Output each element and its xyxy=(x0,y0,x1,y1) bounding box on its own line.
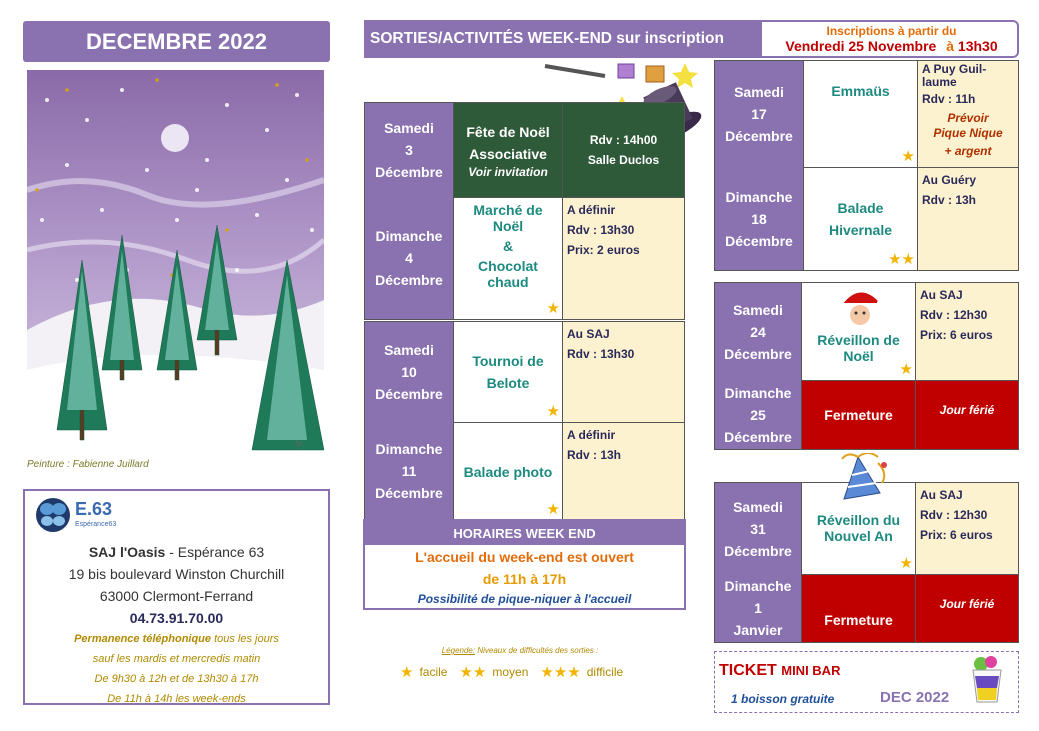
contact-address1: 19 bis boulevard Winston Churchill xyxy=(68,566,285,582)
ticket-box xyxy=(714,651,1019,713)
week1-sun-activity1: Marché de Noël xyxy=(473,202,543,234)
week4-sun-activity-cell xyxy=(801,380,915,449)
week4-sat-info2: Rdv : 12h30 xyxy=(920,308,988,322)
ticket-subtitle: 1 boisson gratuite xyxy=(731,692,835,706)
week4-sun-info: Jour férié xyxy=(939,403,995,417)
winter-forest-illustration xyxy=(27,70,324,454)
week3-sat-day: Samedi 17 Décembre xyxy=(725,84,793,144)
week5-sat-activity-cell xyxy=(801,483,915,574)
legend-items xyxy=(400,663,640,681)
week3-sat-activity-cell xyxy=(803,61,917,167)
week3-sat-activity: Emmaüs xyxy=(831,83,890,99)
perm-line2: sauf les mardis et mercredis matin xyxy=(92,653,261,665)
week4-sat-label xyxy=(715,283,801,380)
perm-line4: De 11h à 14h les week-ends xyxy=(107,693,246,705)
week5-sun-day: Dimanche 1 Janvier xyxy=(724,578,792,638)
week2-sun-activity: Balade photo xyxy=(463,463,553,480)
horaires-line2: de 11h à 17h xyxy=(482,571,567,587)
week3-sat-info2: Rdv : 11h xyxy=(922,92,976,106)
week1-sun-info1: A définir xyxy=(567,203,616,217)
sorties-title-box xyxy=(364,20,762,58)
week3-sat-info4: Pique Nique xyxy=(933,126,1003,140)
week3-sat-stars: ★ xyxy=(901,148,915,165)
week3-sun-activity: Balade Hivernale xyxy=(828,200,893,238)
week4-sun-day: Dimanche 25 Décembre xyxy=(724,384,792,445)
week3-sat-info5: + argent xyxy=(944,144,992,158)
week1-sun-info2: Rdv : 13h30 xyxy=(567,223,635,237)
sorties-header xyxy=(364,20,1019,58)
week5-sat-info3: Prix: 6 euros xyxy=(920,528,993,542)
week5-sun-label xyxy=(715,574,801,642)
inscription-time: 13h30 xyxy=(957,38,998,54)
week2-sun-label xyxy=(365,422,453,520)
horaires-title: HORAIRES WEEK END xyxy=(453,525,596,541)
legend-label2: moyen xyxy=(492,665,529,679)
horaires-line1: L'accueil du week-end est ouvert xyxy=(415,549,634,565)
week3-table xyxy=(714,60,1019,271)
week1-sun-stars: ★ xyxy=(546,300,560,317)
week2-table xyxy=(364,321,685,521)
week2-sun-day: Dimanche 11 Décembre xyxy=(375,441,443,501)
week5-sat-activity: Réveillon du Nouvel An xyxy=(816,512,901,544)
contact-name xyxy=(25,541,328,563)
week1-sun-info3: Prix: 2 euros xyxy=(567,243,640,257)
inscription-time-prefix: à xyxy=(946,38,955,54)
ticket-title xyxy=(719,662,840,680)
legend-star3: ★★★ xyxy=(540,664,581,681)
butterfly-logo-icon xyxy=(35,497,71,533)
party-hat-icon xyxy=(838,453,898,505)
week1-sat-info-cell xyxy=(562,103,684,197)
contact-name-bold: SAJ l'Oasis xyxy=(88,544,166,560)
legend-title-rest: Niveaux de difficultés des sorties : xyxy=(475,646,599,655)
week4-sat-activity: Réveillon de Noël xyxy=(817,332,900,364)
week2-sun-activity-cell xyxy=(453,422,562,520)
week3-sun-info1: Au Guéry xyxy=(922,173,977,187)
week5-table xyxy=(714,482,1019,643)
inscription-box xyxy=(764,22,1019,56)
week2-sun-info1: A définir xyxy=(567,428,616,442)
week5-sat-day: Samedi 31 Décembre xyxy=(724,498,792,559)
inscription-line2 xyxy=(785,38,997,54)
perm-line1 xyxy=(25,629,328,649)
logo-sub: Espérance63 xyxy=(75,521,117,528)
horaires-line3: Possibilité de pique-niquer à l'accueil xyxy=(417,592,632,606)
contact-text xyxy=(25,541,328,709)
week1-sun-activity-amp: & xyxy=(502,238,514,254)
week5-sat-stars: ★ xyxy=(899,555,913,572)
santa-claus-icon xyxy=(832,285,888,331)
week5-sat-label xyxy=(715,483,801,574)
week5-sat-info-cell xyxy=(915,483,1018,574)
horaires-body xyxy=(365,545,684,609)
week4-sun-info-cell xyxy=(915,380,1018,449)
ticket-date: DEC 2022 xyxy=(880,689,950,706)
week3-sun-day: Dimanche 18 Décembre xyxy=(725,188,793,249)
perm-line3: De 9h30 à 12h et de 13h30 à 17h xyxy=(94,673,259,685)
week3-sun-info-cell xyxy=(917,167,1018,270)
horaires-box xyxy=(363,519,686,610)
painting-caption: Peinture : Fabienne Juillard xyxy=(27,459,149,470)
week3-sun-stars: ★★ xyxy=(888,251,915,268)
week1-sat-activity-cell xyxy=(453,103,562,197)
week5-sun-activity-cell xyxy=(801,574,915,642)
legend xyxy=(400,646,640,681)
ticket-title-big: TICKET xyxy=(719,662,777,679)
week2-sun-info2: Rdv : 13h xyxy=(567,448,622,462)
inscription-line1: Inscriptions à partir du xyxy=(826,24,957,38)
week2-sat-activity-cell xyxy=(453,322,562,422)
legend-star2: ★★ xyxy=(459,664,487,681)
week4-sat-info1: Au SAJ xyxy=(920,288,963,302)
week5-sun-info-cell xyxy=(915,574,1018,642)
week5-sat-info2: Rdv : 12h30 xyxy=(920,508,988,522)
week1-sun-label xyxy=(365,197,453,319)
week4-sun-label xyxy=(715,380,801,449)
week2-sat-day: Samedi 10 Décembre xyxy=(375,342,443,402)
week4-table xyxy=(714,282,1019,450)
week1-sat-info1: Rdv : 14h00 xyxy=(589,133,658,147)
week4-sun-activity: Fermeture xyxy=(824,407,893,423)
week2-sat-label xyxy=(365,322,453,422)
week2-sat-stars: ★ xyxy=(546,403,560,420)
week1-sun-activity2: Chocolat chaud xyxy=(478,258,538,290)
week1-sat-day: Samedi 3 Décembre xyxy=(375,120,443,180)
legend-title xyxy=(400,646,640,655)
perm-rest: tous les jours xyxy=(211,633,279,645)
inscription-date: Vendredi 25 Novembre xyxy=(785,38,937,54)
week5-sun-info: Jour férié xyxy=(939,597,995,611)
week3-sat-info-cell xyxy=(917,61,1018,167)
week3-sun-label xyxy=(715,167,803,270)
week1-sat-activity-note: Voir invitation xyxy=(468,165,548,179)
week1-sun-activity-cell xyxy=(453,197,562,319)
week1-table xyxy=(364,102,685,320)
legend-label3: difficile xyxy=(586,665,624,679)
week3-sun-info2: Rdv : 13h xyxy=(922,193,977,207)
week2-sat-info-cell xyxy=(562,322,684,422)
horaires-title-bar xyxy=(365,521,684,545)
week5-sat-info1: Au SAJ xyxy=(920,488,963,502)
week2-sun-stars: ★ xyxy=(546,501,560,518)
week3-sat-info3: Prévoir xyxy=(947,111,989,125)
contact-box xyxy=(23,489,330,705)
ticket-title-small: MINI BAR xyxy=(781,663,841,678)
week2-sat-info2: Rdv : 13h30 xyxy=(567,347,635,361)
legend-title-prefix: Légende: xyxy=(441,646,476,655)
week1-sun-day: Dimanche 4 Décembre xyxy=(375,228,443,288)
week3-sun-activity-cell xyxy=(803,167,917,270)
week1-sun-info-cell xyxy=(562,197,684,319)
week1-sat-info2: Salle Duclos xyxy=(587,153,660,167)
contact-name-rest: - Espérance 63 xyxy=(165,544,265,560)
week1-sat-label xyxy=(365,103,453,197)
month-title-banner xyxy=(23,21,330,62)
contact-address2: 63000 Clermont-Ferrand xyxy=(99,588,254,604)
logo-text: E.63 xyxy=(75,499,113,519)
week3-sat-label xyxy=(715,61,803,167)
logo xyxy=(35,497,125,535)
sorties-title: SORTIES/ACTIVITÉS WEEK-END sur inscription xyxy=(370,30,724,47)
legend-star1: ★ xyxy=(400,664,414,681)
week2-sat-activity: Tournoi de Belote xyxy=(472,353,544,391)
week4-sat-info3: Prix: 6 euros xyxy=(920,328,993,342)
cocktail-glass-icon xyxy=(965,654,1009,710)
week4-sat-info-cell xyxy=(915,283,1018,380)
week3-sat-info1: A Puy Guil-laume xyxy=(922,62,987,89)
perm-bold: Permanence téléphonique xyxy=(74,633,212,645)
week2-sun-info-cell xyxy=(562,422,684,520)
painting-signature: ty. xyxy=(295,438,305,449)
week4-sat-activity-cell xyxy=(801,283,915,380)
week4-sat-stars: ★ xyxy=(899,361,913,378)
week2-sat-info1: Au SAJ xyxy=(567,327,610,341)
week4-sat-day: Samedi 24 Décembre xyxy=(724,301,792,362)
legend-label1: facile xyxy=(419,665,448,679)
week1-sat-activity: Fête de Noël Associative xyxy=(466,124,550,162)
month-title: DECEMBRE 2022 xyxy=(86,28,267,54)
winter-painting xyxy=(27,70,324,454)
week5-sun-activity: Fermeture xyxy=(824,612,893,628)
contact-phone: 04.73.91.70.00 xyxy=(129,610,224,626)
